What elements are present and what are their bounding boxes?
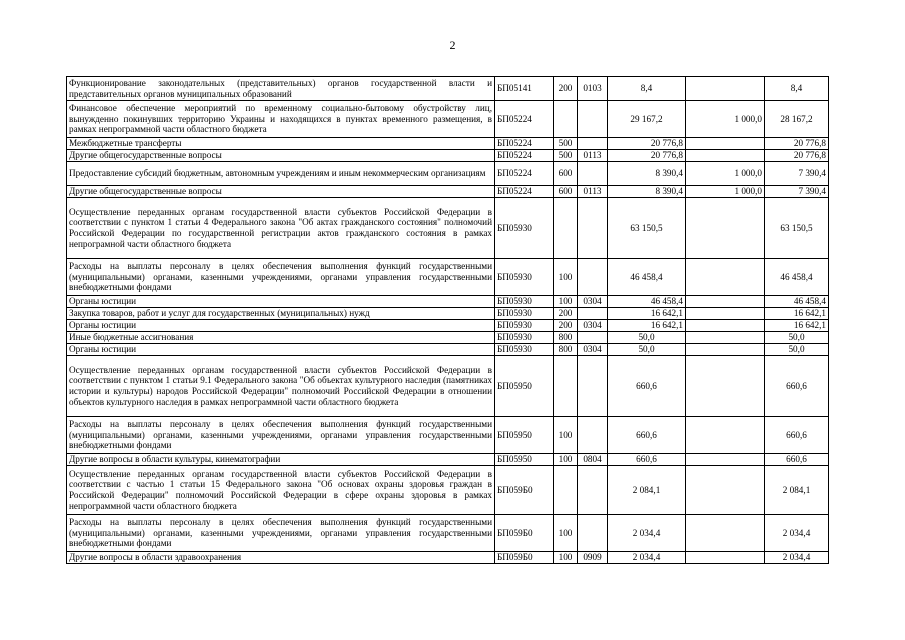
row-amount-change: [686, 356, 765, 417]
row-name: Осуществление переданных органам государственной власти субъектов Российской Федерации в соответствии с частью 1 статьи 15 Федерального закона "Об основах охраны здоровья граждан в Российской Федерации" полномочий Российской Федерации в сфере охраны здоровья в рамках непрограммной части областного бюджета: [67, 466, 495, 515]
row-amount-change: [686, 320, 765, 332]
row-code: БП05930: [495, 296, 554, 308]
row-expense-type: 100: [554, 259, 578, 296]
row-amount-approved: 46 458,4: [608, 296, 686, 308]
row-code: БП05930: [495, 332, 554, 344]
row-name: Функционирование законодательных (представительных) органов государственной власти и представительных органов муниципальных образований: [67, 77, 495, 101]
row-code: БП05224: [495, 186, 554, 198]
row-expense-type: [554, 101, 578, 138]
row-section: 0113: [578, 186, 608, 198]
row-amount-total: 46 458,4: [765, 296, 829, 308]
row-amount-total: 2 084,1: [765, 466, 829, 515]
row-expense-type: 500: [554, 138, 578, 150]
row-code: БП05930: [495, 320, 554, 332]
row-expense-type: 100: [554, 515, 578, 552]
row-code: БП05141: [495, 77, 554, 101]
row-amount-approved: 46 458,4: [608, 259, 686, 296]
table-row: [67, 259, 829, 296]
row-name: Закупка товаров, работ и услуг для государственных (муниципальных) нужд: [67, 308, 495, 320]
row-section: 0304: [578, 344, 608, 356]
row-expense-type: [554, 356, 578, 417]
row-name: Предоставление субсидий бюджетным, автономным учреждениям и иным некоммерческим организациям: [67, 162, 495, 186]
row-code: БП05224: [495, 138, 554, 150]
row-amount-change: [686, 332, 765, 344]
table-row: [67, 320, 829, 332]
row-name: Финансовое обеспечение мероприятий по временному социально-бытовому обустройству лиц, вынужденно покинувших территорию Украины и находящихся в пунктах временного размещения, в рамках непрограммной части областного бюджета: [67, 101, 495, 138]
row-code: БП059Б0: [495, 515, 554, 552]
row-amount-change: [686, 344, 765, 356]
row-expense-type: 100: [554, 552, 578, 564]
row-amount-change: [686, 77, 765, 101]
row-amount-change: [686, 308, 765, 320]
table-row: [67, 162, 829, 186]
row-amount-approved: 660,6: [608, 356, 686, 417]
row-amount-total: 46 458,4: [765, 259, 829, 296]
row-expense-type: 600: [554, 162, 578, 186]
row-amount-approved: 16 642,1: [608, 320, 686, 332]
row-amount-total: 8,4: [765, 77, 829, 101]
table-row: [67, 308, 829, 320]
row-section: [578, 356, 608, 417]
row-amount-approved: 29 167,2: [608, 101, 686, 138]
row-name: Иные бюджетные ассигнования: [67, 332, 495, 344]
table-row: [67, 356, 829, 417]
row-code: БП05950: [495, 454, 554, 466]
row-name: Органы юстиции: [67, 344, 495, 356]
row-section: 0304: [578, 320, 608, 332]
row-amount-approved: 8 390,4: [608, 186, 686, 198]
table-row: [67, 150, 829, 162]
row-amount-change: [686, 138, 765, 150]
row-amount-total: 660,6: [765, 417, 829, 454]
row-amount-approved: 8,4: [608, 77, 686, 101]
row-amount-change: [686, 466, 765, 515]
row-amount-approved: 63 150,5: [608, 198, 686, 259]
row-code: БП05224: [495, 101, 554, 138]
page-number: 2: [449, 38, 456, 52]
row-amount-total: 20 776,8: [765, 138, 829, 150]
row-amount-total: 2 034,4: [765, 515, 829, 552]
row-code: БП05930: [495, 259, 554, 296]
table-row: [67, 515, 829, 552]
table-row: [67, 466, 829, 515]
row-code: БП05224: [495, 162, 554, 186]
table-row: [67, 101, 829, 138]
row-expense-type: 100: [554, 417, 578, 454]
table-row: [67, 332, 829, 344]
row-section: 0804: [578, 454, 608, 466]
row-name: Органы юстиции: [67, 296, 495, 308]
row-amount-change: [686, 150, 765, 162]
row-amount-total: 660,6: [765, 356, 829, 417]
row-amount-approved: 20 776,8: [608, 138, 686, 150]
row-section: 0113: [578, 150, 608, 162]
row-amount-approved: 50,0: [608, 344, 686, 356]
row-amount-approved: 660,6: [608, 454, 686, 466]
row-amount-change: [686, 296, 765, 308]
row-section: [578, 515, 608, 552]
row-amount-total: 16 642,1: [765, 308, 829, 320]
row-name: Расходы на выплаты персоналу в целях обеспечения выполнения функций государственными (муниципальными) органами, казенными учреждениями, органами управления государственными внебюджетными фондами: [67, 417, 495, 454]
table-row: [67, 138, 829, 150]
table-row: [67, 186, 829, 198]
row-code: БП059Б0: [495, 552, 554, 564]
row-code: БП05224: [495, 150, 554, 162]
table-row: [67, 344, 829, 356]
row-name: Другие общегосударственные вопросы: [67, 150, 495, 162]
row-amount-approved: 50,0: [608, 332, 686, 344]
row-expense-type: 100: [554, 296, 578, 308]
table-row: [67, 77, 829, 101]
budget-table: [66, 76, 829, 564]
row-section: [578, 162, 608, 186]
table-row: [67, 454, 829, 466]
row-name: Другие вопросы в области здравоохранения: [67, 552, 495, 564]
row-amount-total: 20 776,8: [765, 150, 829, 162]
table-row: [67, 198, 829, 259]
row-amount-total: 7 390,4: [765, 186, 829, 198]
row-expense-type: 800: [554, 332, 578, 344]
row-amount-total: 50,0: [765, 344, 829, 356]
row-amount-total: 50,0: [765, 332, 829, 344]
row-section: 0909: [578, 552, 608, 564]
row-amount-approved: 8 390,4: [608, 162, 686, 186]
row-expense-type: [554, 466, 578, 515]
row-expense-type: 200: [554, 308, 578, 320]
row-amount-approved: 2 034,4: [608, 552, 686, 564]
row-amount-total: 16 642,1: [765, 320, 829, 332]
row-section: [578, 417, 608, 454]
row-expense-type: 200: [554, 77, 578, 101]
row-amount-total: 28 167,2: [765, 101, 829, 138]
row-section: [578, 308, 608, 320]
table-row: [67, 552, 829, 564]
row-expense-type: 500: [554, 150, 578, 162]
row-amount-change: [686, 198, 765, 259]
row-name: Другие вопросы в области культуры, кинематографии: [67, 454, 495, 466]
row-amount-total: 63 150,5: [765, 198, 829, 259]
row-section: [578, 259, 608, 296]
row-amount-change: 1 000,0: [686, 186, 765, 198]
row-name: Межбюджетные трансферты: [67, 138, 495, 150]
row-amount-total: 2 034,4: [765, 552, 829, 564]
row-section: [578, 332, 608, 344]
row-amount-change: 1 000,0: [686, 162, 765, 186]
row-amount-approved: 660,6: [608, 417, 686, 454]
row-name: Другие общегосударственные вопросы: [67, 186, 495, 198]
row-amount-change: [686, 454, 765, 466]
row-amount-change: [686, 259, 765, 296]
row-amount-approved: 2 034,4: [608, 515, 686, 552]
row-amount-approved: 20 776,8: [608, 150, 686, 162]
row-amount-change: [686, 417, 765, 454]
row-amount-approved: 2 084,1: [608, 466, 686, 515]
table-row: [67, 417, 829, 454]
budget-table-body: [67, 77, 829, 564]
row-expense-type: 200: [554, 320, 578, 332]
row-code: БП05930: [495, 308, 554, 320]
row-code: БП05930: [495, 198, 554, 259]
row-section: [578, 198, 608, 259]
row-name: Осуществление переданных органам государственной власти субъектов Российской Федерации в соответствии с пунктом 1 статьи 9.1 Федерального закона "Об объектах культурного наследия (памятниках истории и культуры) народов Российской Федерации" полномочий Российской Федерации в отношении объектов культурного наследия в рамках непрограммной части областного бюджета: [67, 356, 495, 417]
row-name: Органы юстиции: [67, 320, 495, 332]
row-name: Расходы на выплаты персоналу в целях обеспечения выполнения функций государственными (муниципальными) органами, казенными учреждениями, органами управления государственными внебюджетными фондами: [67, 515, 495, 552]
row-code: БП05950: [495, 417, 554, 454]
row-section: 0103: [578, 77, 608, 101]
row-amount-total: 7 390,4: [765, 162, 829, 186]
row-expense-type: 600: [554, 186, 578, 198]
row-code: БП05950: [495, 356, 554, 417]
row-expense-type: 100: [554, 454, 578, 466]
row-section: [578, 466, 608, 515]
row-name: Осуществление переданных органам государственной власти субъектов Российской Федерации в соответствии с пунктом 1 статьи 4 Федерального закона "Об актах гражданского состояния" полномочий Российской Федерации по государственной регистрации актов гражданского состояния в рамках непрограмной части областного бюджета: [67, 198, 495, 259]
table-row: [67, 296, 829, 308]
row-amount-approved: 16 642,1: [608, 308, 686, 320]
row-amount-change: 1 000,0: [686, 101, 765, 138]
row-section: [578, 138, 608, 150]
row-amount-total: 660,6: [765, 454, 829, 466]
row-expense-type: [554, 198, 578, 259]
row-amount-change: [686, 515, 765, 552]
row-expense-type: 800: [554, 344, 578, 356]
row-code: БП05930: [495, 344, 554, 356]
row-section: 0304: [578, 296, 608, 308]
row-section: [578, 101, 608, 138]
row-amount-change: [686, 552, 765, 564]
row-name: Расходы на выплаты персоналу в целях обеспечения выполнения функций государственными (муниципальными) органами, казенными учреждениями, органами управления государственными внебюджетными фондами: [67, 259, 495, 296]
row-code: БП059Б0: [495, 466, 554, 515]
